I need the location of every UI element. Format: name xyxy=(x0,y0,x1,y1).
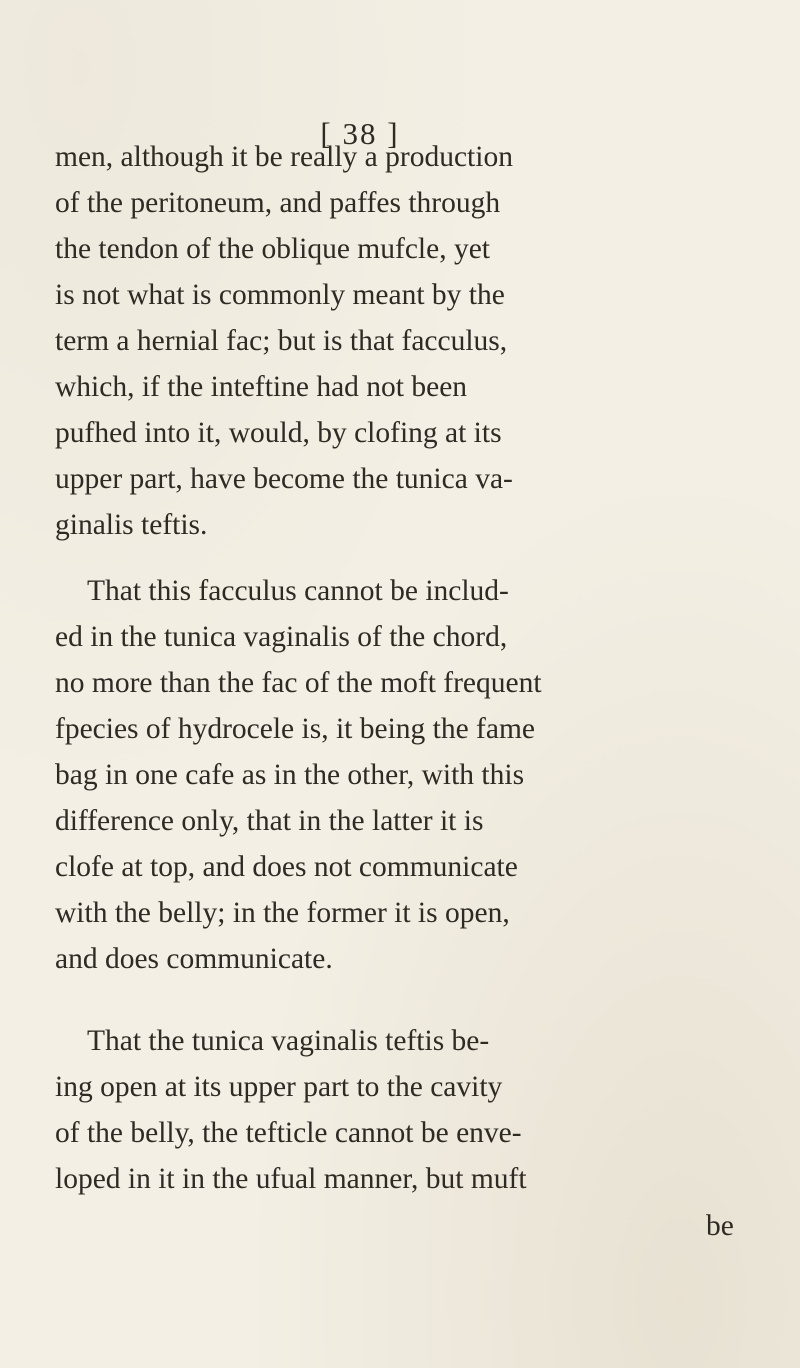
text-line-10: That this facculus cannot be includ- xyxy=(87,575,509,607)
text-line-16: clofe at top, and does not communicate xyxy=(55,851,518,883)
text-line-19: That the tunica vaginalis teftis be- xyxy=(87,1025,490,1057)
text-line-3: the tendon of the oblique mufcle, yet xyxy=(55,233,490,265)
text-line-20: ing open at its upper part to the cavity xyxy=(55,1071,503,1103)
text-line-8: upper part, have become the tunica va- xyxy=(55,463,513,495)
text-line-5: term a hernial fac; but is that facculus, xyxy=(55,325,508,357)
text-line-22: loped in it in the ufual manner, but muft xyxy=(55,1163,527,1195)
line-1-text: men, although it be really a production xyxy=(55,141,513,173)
text-line-14: bag in one cafe as in the other, with this xyxy=(55,759,525,791)
page-number: [ 38 ] xyxy=(320,116,400,151)
text-line-4: is not what is commonly meant by the xyxy=(55,279,505,311)
text-line-1 xyxy=(55,143,737,173)
text-line-12: no more than the fac of the moft frequent xyxy=(55,667,542,699)
text-line-18: and does communicate. xyxy=(55,943,333,975)
text-line-11: ed in the tunica vaginalis of the chord, xyxy=(55,621,508,653)
text-line-2: of the peritoneum, and paffes through xyxy=(55,187,501,219)
text-line-6: which, if the inteftine had not been xyxy=(55,371,468,403)
text-line-15: difference only, that in the latter it is xyxy=(55,805,484,837)
text-line-17: with the belly; in the former it is open, xyxy=(55,897,510,929)
text-line-9: ginalis teftis. xyxy=(55,509,208,541)
text-line-13: fpecies of hydrocele is, it being the fame xyxy=(55,713,536,745)
catchword: be xyxy=(706,1210,734,1242)
text-line-7: pufhed into it, would, by clofing at its xyxy=(55,417,502,449)
text-line-21: of the belly, the tefticle cannot be enve- xyxy=(55,1117,522,1149)
